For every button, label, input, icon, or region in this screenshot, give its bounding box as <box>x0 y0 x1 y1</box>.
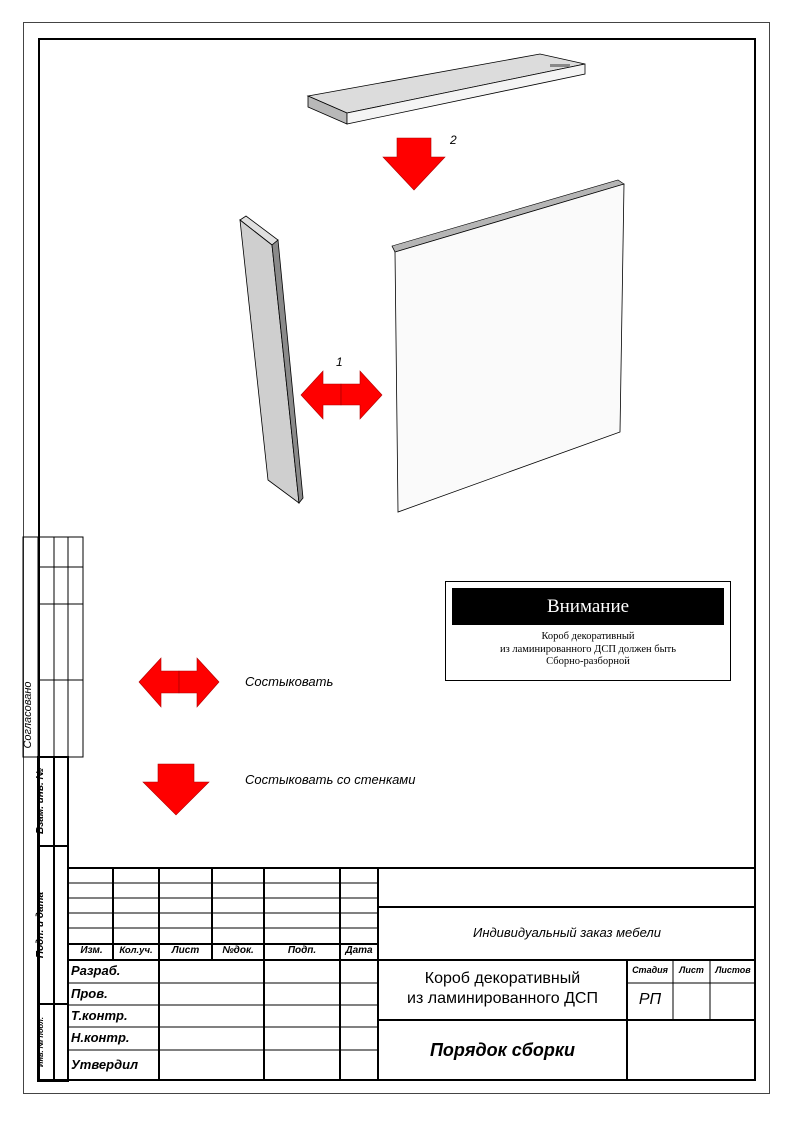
side-inv-orig-label: Инв. № подл. <box>36 1017 45 1067</box>
stage-label: Стадия <box>632 965 668 975</box>
role-approved: Утвердил <box>71 1057 139 1072</box>
col-header-date: Дата <box>345 945 373 956</box>
col-header-sign: Подп. <box>287 945 317 956</box>
warning-box <box>445 581 731 681</box>
side-sign-date-label: Подп. и дата <box>35 891 46 959</box>
warning-text <box>446 631 730 669</box>
top-shelf-panel <box>308 54 585 124</box>
side-agreed-label: Согласовано <box>22 681 34 749</box>
warning-line: из ламинированного ДСП должен быть <box>499 643 677 655</box>
warning-title: Внимание <box>452 588 724 625</box>
legend-down-arrow-icon <box>143 764 209 815</box>
back-panel <box>392 180 624 512</box>
col-header-list: Лист <box>171 945 200 956</box>
side-inv-swap-label: Взам. инв. № <box>35 767 46 835</box>
sheets-label: Листов <box>715 965 751 975</box>
step-2-marker: 2 <box>450 133 457 147</box>
warning-line: Короб декоративный <box>541 631 635 642</box>
col-header-doc: №док. <box>222 945 254 956</box>
document-title: Порядок сборки <box>429 1040 576 1060</box>
double-horizontal-arrow-icon <box>301 371 382 419</box>
product-name-line2: из ламинированного ДСП <box>407 990 598 1007</box>
role-checker: Пров. <box>71 986 108 1001</box>
role-developer: Разраб. <box>71 963 121 978</box>
role-norm-control: Н.контр. <box>71 1030 130 1045</box>
project-name: Индивидуальный заказ мебели <box>473 925 661 940</box>
col-header-izm: Изм. <box>80 945 103 956</box>
sheet-label: Лист <box>679 965 704 975</box>
role-tech-control: Т.контр. <box>71 1008 128 1023</box>
down-arrow-icon <box>383 138 445 190</box>
step-1-marker: 1 <box>336 355 343 369</box>
legend-join-label: Состыковать <box>245 674 334 689</box>
product-name-line1: Короб декоративный <box>424 970 581 987</box>
warning-line: Сборно-разборной <box>546 656 630 667</box>
col-header-kol: Кол.уч. <box>119 945 153 956</box>
legend-double-arrow-icon <box>139 658 219 707</box>
stage-value: РП <box>638 991 662 1008</box>
legend-join-walls-label: Состыковать со стенками <box>245 772 416 787</box>
side-panel <box>240 216 303 503</box>
